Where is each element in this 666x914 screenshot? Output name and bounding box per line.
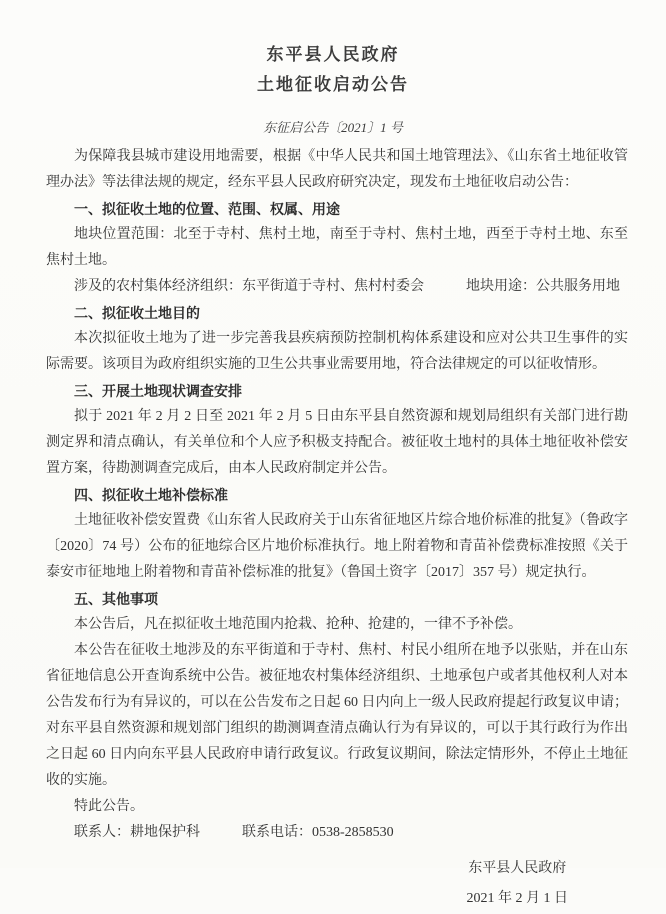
closing-statement: 特此公告。 bbox=[74, 799, 144, 814]
section-5-paragraph-2: 本公告在征收土地涉及的东平街道和于寺村、焦村、村民小组所在地予以张贴，并在山东省征地信息公开查询系统中公告。被征地农村集体经济组织、土地承包户或者其他权利人对本公告发布行为有异议的，可以在公告发布之日起 60 日内向上一级人民政府提起行政复议申请；对东平县自然资源和规划部门组织的勘测调查清点确认行为有异议的，可以于其行政行为作出之日起 60 日内向东平县人民政府申请行政复议。行政复议期间，除法定情形外，不停止土地征收的实施。 bbox=[46, 643, 628, 788]
document-body bbox=[0, 141, 666, 914]
intro-paragraph: 为保障我县城市建设用地需要，根据《中华人民共和国土地管理法》、《山东省土地征收管理办法》等法律法规的规定，经东平县人民政府研究决定，现发布土地征收启动公告： bbox=[46, 149, 628, 190]
section-3-heading: 三、开展土地现状调查安排 bbox=[74, 383, 242, 399]
section-3-paragraph-1: 拟于 2021 年 2 月 2 日至 2021 年 2 月 5 日由东平县自然资源和规划局组织有关部门进行勘测定界和清点确认，有关单位和个人应予积极支持配合。被征收土地村的具体土地征收补偿安置方案，待勘测调查完成后，由本人民政府制定并公告。 bbox=[46, 409, 628, 476]
document-number: 东征启公告〔2021〕1 号 bbox=[263, 120, 403, 135]
signature-block bbox=[467, 854, 569, 914]
document-title-line2: 土地征收启动公告 bbox=[257, 75, 409, 94]
section-4-heading: 四、拟征收土地补偿标准 bbox=[74, 487, 228, 503]
section-1-paragraph-2: 涉及的农村集体经济组织：东平街道于寺村、焦村村委会 地块用途：公共服务用地 bbox=[74, 279, 620, 294]
section-4-paragraph-1: 土地征收补偿安置费《山东省人民政府关于山东省征地区片综合地价标准的批复》（鲁政字〔2020〕74 号）公布的征地综合区片地价标准执行。地上附着物和青苗补偿费标准按照《关于泰安市征地地上附着物和青苗补偿标准的批复》（鲁国土资字〔2017〕357 号）规定执行。 bbox=[46, 513, 628, 580]
section-2-heading: 二、拟征收土地目的 bbox=[74, 305, 200, 321]
section-1-paragraph-1: 地块位置范围：北至于寺村、焦村土地，南至于寺村、焦村土地，西至于寺村土地、东至焦村土地。 bbox=[46, 227, 628, 268]
section-5-paragraph-1: 本公告后，凡在拟征收土地范围内抢栽、抢种、抢建的，一律不予补偿。 bbox=[74, 617, 522, 632]
section-2-paragraph-1: 本次拟征收土地为了进一步完善我县疾病预防控制机构体系建设和应对公共卫生事件的实际需要。该项目为政府组织实施的卫生公共事业需要用地，符合法律规定的可以征收情形。 bbox=[46, 331, 628, 372]
document-title-line1: 东平县人民政府 bbox=[266, 45, 400, 64]
signature-issuer: 东平县人民政府 bbox=[468, 861, 567, 876]
contact-line: 联系人：耕地保护科 联系电话：0538-2858530 bbox=[74, 825, 394, 840]
section-1-heading: 一、拟征收土地的位置、范围、权属、用途 bbox=[74, 201, 340, 217]
signature-date: 2021 年 2 月 1 日 bbox=[466, 891, 568, 906]
section-5-heading: 五、其他事项 bbox=[74, 591, 158, 607]
